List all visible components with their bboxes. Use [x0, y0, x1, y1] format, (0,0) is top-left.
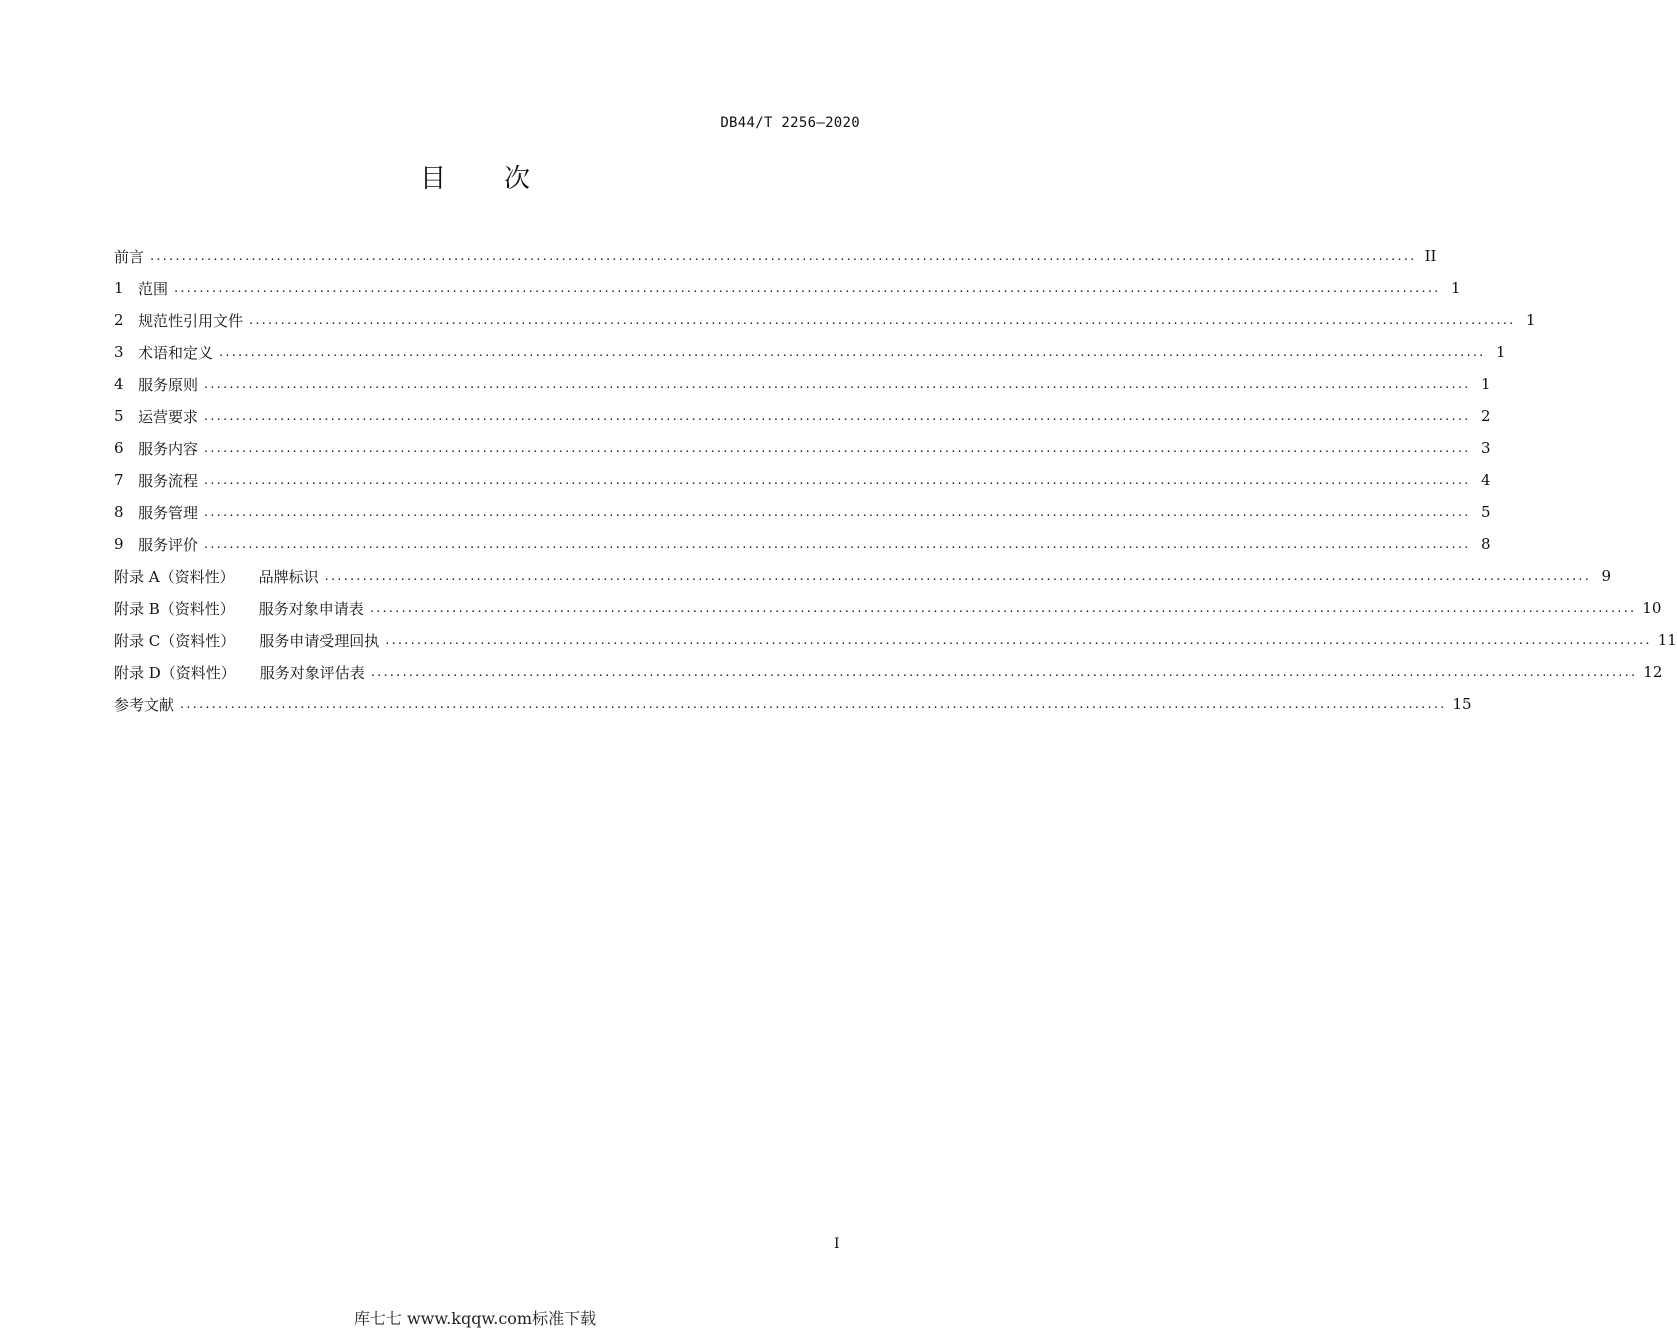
toc-entry[interactable]: [114, 496, 1491, 528]
toc-entry[interactable]: [114, 368, 1491, 400]
toc-leader-dots: ........................................................................................................................................................................................................: [204, 536, 1471, 552]
toc-leader-dots: ........................................................................................................................................................................................................: [369, 600, 1637, 616]
toc-entry-page: 10: [1642, 599, 1662, 617]
toc-leader-dots: ........................................................................................................................................................................................................: [174, 280, 1441, 296]
toc-entry-appendix-prefix: 附录 D（资料性）: [114, 663, 236, 682]
toc-leader-dots: ........................................................................................................................................................................................................: [204, 504, 1471, 520]
toc-entry[interactable]: [114, 336, 1506, 368]
toc-entry-number: 9: [114, 535, 124, 553]
toc-entry[interactable]: [114, 592, 1662, 624]
toc-entry-page: 5: [1480, 503, 1491, 521]
toc-leader-dots: ........................................................................................................................................................................................................: [204, 472, 1471, 488]
toc-entry-page: 11: [1657, 631, 1677, 649]
toc-entry-label: 参考文献: [114, 695, 175, 714]
toc-entry-number: 2: [114, 311, 124, 329]
toc-entry-label: 品牌标识: [258, 567, 319, 586]
toc-leader-dots: ........................................................................................................................................................................................................: [370, 664, 1638, 680]
toc-entry-page: 8: [1480, 535, 1491, 553]
toc-entry-page: 3: [1480, 439, 1491, 457]
page-number: I: [834, 1236, 840, 1252]
toc-entry-page: 1: [1450, 279, 1461, 297]
toc-entry-page: II: [1424, 247, 1437, 265]
toc-entry-label: 服务评价: [138, 535, 199, 554]
toc-entry-label: 前言: [114, 247, 145, 266]
toc-leader-dots: ........................................................................................................................................................................................................: [219, 344, 1486, 360]
toc-leader-dots: ........................................................................................................................................................................................................: [180, 696, 1447, 712]
toc-entry[interactable]: [114, 688, 1472, 720]
toc-entry-label: 范围: [138, 279, 169, 298]
toc-entry-number: 7: [114, 471, 124, 489]
toc-entry-appendix-prefix: 附录 C（资料性）: [114, 631, 236, 650]
toc-entry-page: 1: [1525, 311, 1536, 329]
toc-entry[interactable]: [114, 304, 1536, 336]
toc-entry-page: 1: [1480, 375, 1491, 393]
toc-entry-label: 服务原则: [138, 375, 199, 394]
toc-entry-label: 服务对象评估表: [259, 663, 365, 682]
table-of-contents: [114, 240, 1677, 720]
toc-leader-dots: ........................................................................................................................................................................................................: [150, 248, 1417, 264]
toc-entry[interactable]: [114, 528, 1491, 560]
toc-entry-label: 服务管理: [138, 503, 199, 522]
toc-entry-number: 8: [114, 503, 124, 521]
toc-entry-page: 15: [1452, 695, 1472, 713]
toc-leader-dots: ........................................................................................................................................................................................................: [385, 632, 1652, 648]
toc-leader-dots: ........................................................................................................................................................................................................: [204, 440, 1471, 456]
toc-entry-label: 规范性引用文件: [138, 311, 244, 330]
toc-entry-label: 服务对象申请表: [258, 599, 364, 618]
toc-entry-page: 12: [1643, 663, 1663, 681]
toc-entry-appendix-prefix: 附录 A（资料性）: [114, 567, 235, 586]
toc-entry-number: 5: [114, 407, 124, 425]
toc-leader-dots: ........................................................................................................................................................................................................: [249, 312, 1516, 328]
toc-entry-number: 4: [114, 375, 124, 393]
toc-entry[interactable]: [114, 560, 1612, 592]
toc-entry-page: 9: [1601, 567, 1612, 585]
toc-entry-label: 运营要求: [138, 407, 199, 426]
toc-entry[interactable]: [114, 624, 1677, 656]
title-part-1: 目: [419, 164, 446, 194]
page-title: [0, 158, 950, 195]
toc-entry-label: 服务流程: [138, 471, 199, 490]
toc-entry-page: 2: [1480, 407, 1491, 425]
toc-entry-number: 6: [114, 439, 124, 457]
toc-leader-dots: ........................................................................................................................................................................................................: [324, 568, 1592, 584]
toc-entry[interactable]: [114, 240, 1437, 272]
toc-leader-dots: ........................................................................................................................................................................................................: [204, 376, 1471, 392]
toc-entry-page: 1: [1495, 343, 1506, 361]
toc-entry-number: 1: [114, 279, 124, 297]
title-part-2: 次: [504, 164, 531, 194]
toc-leader-dots: ........................................................................................................................................................................................................: [204, 408, 1471, 424]
toc-entry[interactable]: [114, 432, 1491, 464]
toc-entry-appendix-prefix: 附录 B（资料性）: [114, 599, 235, 618]
toc-entry[interactable]: [114, 272, 1461, 304]
standard-code: DB44/T 2256—2020: [720, 115, 860, 131]
toc-entry[interactable]: [114, 656, 1663, 688]
toc-entry-label: 服务内容: [138, 439, 199, 458]
toc-entry-label: 服务申请受理回执: [259, 631, 380, 650]
toc-entry-number: 3: [114, 343, 124, 361]
toc-entry-label: 术语和定义: [138, 343, 214, 362]
toc-entry[interactable]: [114, 464, 1491, 496]
watermark-text: 库七七 www.kqqw.com标准下载: [353, 1309, 597, 1328]
toc-entry[interactable]: [114, 400, 1491, 432]
toc-entry-page: 4: [1480, 471, 1491, 489]
